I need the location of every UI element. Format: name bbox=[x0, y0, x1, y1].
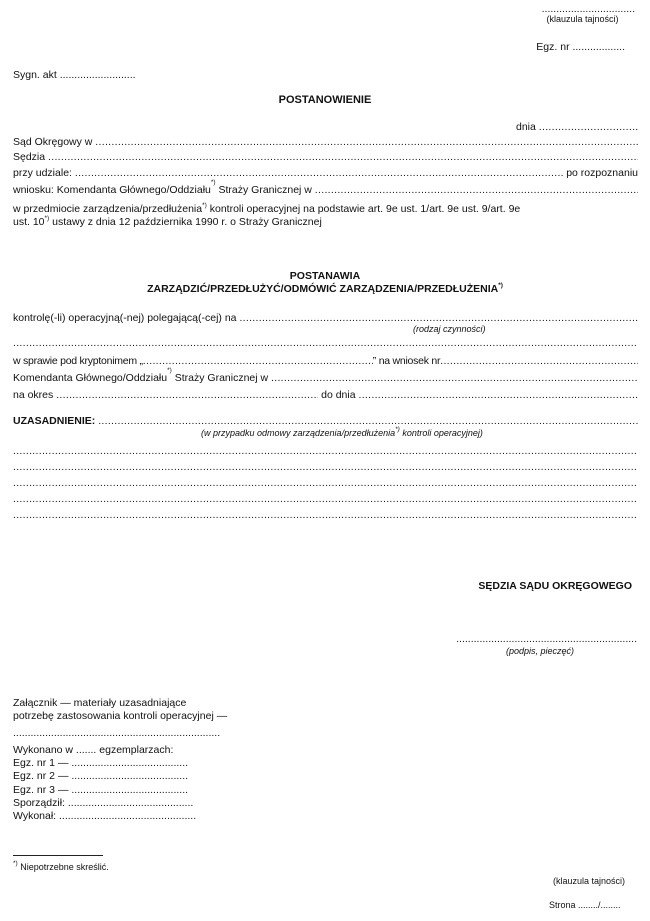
signature-caption: (podpis, pieczęć) bbox=[506, 646, 575, 656]
document-title: POSTANOWIENIE bbox=[278, 94, 372, 106]
period-line: na okres ..... do dnia ..... bbox=[13, 389, 638, 401]
justification-blank-3 bbox=[13, 477, 638, 489]
decision-options: ZARZĄDZIĆ/PRZEDŁUŻYĆ/ODMÓWIĆ ZARZĄDZENIA/PRZEDŁUŻENIA*) bbox=[147, 281, 503, 295]
attachment-line-2: potrzebę zastosowania kontroli operacyjnej — bbox=[13, 710, 228, 722]
court-line: Sąd Okręgowy w ..... bbox=[13, 136, 638, 148]
footnote: *) Niepotrzebne skreślić. bbox=[13, 860, 109, 872]
copy-2: Egz. nr 2 — ........................................ bbox=[13, 770, 189, 782]
control-line: kontrolę(-li) operacyjną(-nej) polegającą(-cej) na ..... bbox=[13, 312, 638, 324]
decision-heading: POSTANAWIA bbox=[289, 270, 361, 282]
action-type-hint: (rodzaj czynności) bbox=[413, 324, 486, 334]
attachment-line-3: ....................................................................... bbox=[13, 727, 221, 739]
signature-dots: .............................................................. bbox=[456, 633, 637, 645]
justification-hint: (w przypadku odmowy zarządzenia/przedłużenia*) kontroli operacyjnej) bbox=[201, 426, 483, 438]
attachment-line-1: Załącznik — materiały uzasadniające bbox=[13, 697, 187, 709]
judge-signature-title: SĘDZIA SĄDU OKRĘGOWEGO bbox=[478, 580, 632, 592]
prepared-by: Sporządził: ........................................... bbox=[13, 797, 194, 809]
justification-blank-5 bbox=[13, 509, 638, 521]
case-reference: Sygn. akt .......................... bbox=[13, 69, 136, 81]
copy-1: Egz. nr 1 — ........................................ bbox=[13, 757, 189, 769]
footnote-rule bbox=[13, 855, 103, 856]
participation-line: przy udziale: ..... po rozpoznaniu bbox=[13, 167, 638, 179]
codename-line: w sprawie pod kryptonimem „ ..... ” na wniosek nr ..... bbox=[13, 355, 638, 367]
date-line: dnia ..... bbox=[380, 121, 638, 133]
justification-blank-4 bbox=[13, 493, 638, 505]
motion-line: wniosku: Komendanta Głównego/Oddziału *) Straży Granicznej w ..... bbox=[13, 184, 638, 196]
subject-paragraph: w przedmiocie zarządzenia/przedłużenia*) kontroli operacyjnej na podstawie art. 9e ust. 1/art. 9e ust. 9/art. 9e ust. 10*) ustawy z dnia 12 października 1990 r. o Straży Granicznej bbox=[13, 201, 521, 228]
justification-blank-2 bbox=[13, 461, 638, 473]
commander-line: Komendanta Głównego/Oddziału *) Straży Granicznej w ..... bbox=[13, 372, 638, 384]
judge-line: Sędzia ..... bbox=[13, 151, 638, 163]
blank-line bbox=[13, 337, 638, 349]
secrecy-clause-label: (klauzula tajności) bbox=[546, 14, 619, 24]
footer-secrecy-clause: (klauzula tajności) bbox=[553, 876, 626, 886]
page-number: Strona ......../........ bbox=[549, 900, 621, 910]
justification-blank-1 bbox=[13, 445, 638, 457]
copy-3: Egz. nr 3 — ........................................ bbox=[13, 784, 189, 796]
copy-number: Egz. nr .................. bbox=[536, 41, 625, 53]
copies-made: Wykonano w ....... egzemplarzach: bbox=[13, 744, 174, 756]
executed-by: Wykonał: ............................................... bbox=[13, 810, 197, 822]
justification-line: UZASADNIENIE: ..... bbox=[13, 415, 638, 427]
secrecy-clause-dots: ................................ bbox=[541, 3, 635, 15]
